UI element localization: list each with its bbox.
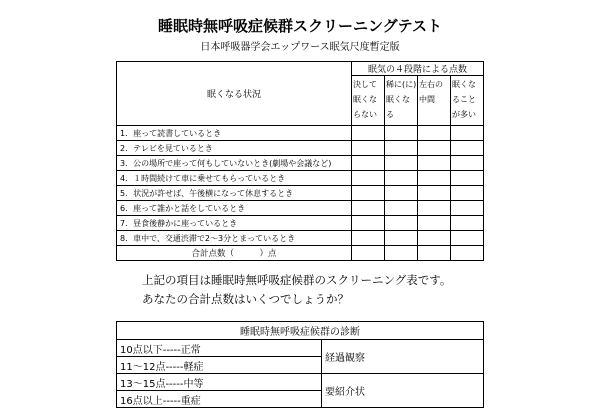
table-row bbox=[117, 231, 484, 246]
total-row bbox=[117, 246, 484, 261]
score-cell bbox=[385, 126, 418, 141]
score-cell bbox=[451, 141, 484, 156]
total-score-label: 合計点数（ ）点 bbox=[117, 246, 352, 261]
table-row bbox=[117, 156, 484, 171]
score-cell bbox=[385, 216, 418, 231]
description-line-1: 上記の項目は睡眠時無呼吸症候群のスクリーニング表です。 bbox=[142, 273, 452, 287]
situation-item: 1．座って読書しているとき bbox=[117, 126, 352, 141]
score-cell bbox=[352, 156, 385, 171]
score-cell bbox=[451, 156, 484, 171]
score-cell bbox=[385, 231, 418, 246]
score-range-normal: 10点以下-----正常 bbox=[117, 340, 322, 357]
score-column-middle: 左右の中間 bbox=[418, 76, 451, 126]
situation-item: 6．座って誰かと話をしているとき bbox=[117, 201, 352, 216]
total-cell bbox=[352, 246, 385, 261]
action-referral: 要紹介状 bbox=[322, 374, 484, 408]
score-cell bbox=[385, 171, 418, 186]
diagnosis-row bbox=[117, 374, 484, 391]
table-row bbox=[117, 171, 484, 186]
total-cell bbox=[451, 246, 484, 261]
situation-item: 8．車中で、交通渋滞で2～3分とまっているとき bbox=[117, 231, 352, 246]
score-column-rarely: 稀に(に)眠くなる bbox=[385, 76, 418, 126]
score-group-header: 眠気の４段階による点数 bbox=[352, 62, 484, 76]
score-cell bbox=[451, 171, 484, 186]
score-cell bbox=[352, 231, 385, 246]
situation-item: 2．テレビを見ているとき bbox=[117, 141, 352, 156]
score-cell bbox=[418, 171, 451, 186]
description-line-2: あなたの合計点数はいくつでしょうか？ bbox=[142, 292, 349, 306]
page-title: 睡眠時無呼吸症候群スクリーニングテスト bbox=[157, 17, 443, 35]
epworth-table bbox=[116, 61, 484, 261]
score-cell bbox=[385, 141, 418, 156]
situation-item: 4．１時間続けて車に乗せてもらっているとき bbox=[117, 171, 352, 186]
page-subtitle: 日本呼吸器学会エップワース眠気尺度暫定版 bbox=[200, 42, 400, 53]
total-cell bbox=[418, 246, 451, 261]
action-observation: 経過観察 bbox=[322, 340, 484, 374]
table-row bbox=[117, 141, 484, 156]
score-cell bbox=[352, 126, 385, 141]
score-cell bbox=[352, 201, 385, 216]
score-cell bbox=[385, 201, 418, 216]
score-range-severe: 16点以上-----重症 bbox=[117, 391, 322, 408]
score-cell bbox=[451, 186, 484, 201]
score-cell bbox=[385, 186, 418, 201]
table-row bbox=[117, 216, 484, 231]
situation-item: 5．状況が許せば、午後横になって休息するとき bbox=[117, 186, 352, 201]
score-cell bbox=[451, 216, 484, 231]
score-cell bbox=[418, 156, 451, 171]
score-cell bbox=[352, 186, 385, 201]
score-cell bbox=[418, 141, 451, 156]
score-cell bbox=[352, 141, 385, 156]
diagnosis-table bbox=[116, 321, 484, 408]
score-cell bbox=[418, 126, 451, 141]
situation-item: 3．公の場所で座って何もしていないとき(劇場や会議など) bbox=[117, 156, 352, 171]
score-column-never: 決して眠くならない bbox=[352, 76, 385, 126]
score-column-often: 眠くなることが多い bbox=[451, 76, 484, 126]
score-cell bbox=[352, 216, 385, 231]
score-cell bbox=[418, 231, 451, 246]
diagnosis-row bbox=[117, 340, 484, 357]
table-row bbox=[117, 186, 484, 201]
total-cell bbox=[385, 246, 418, 261]
score-cell bbox=[352, 171, 385, 186]
score-cell bbox=[418, 201, 451, 216]
score-cell bbox=[385, 156, 418, 171]
score-cell bbox=[451, 126, 484, 141]
table-row bbox=[117, 126, 484, 141]
diagnosis-title: 睡眠時無呼吸症候群の診断 bbox=[117, 322, 484, 340]
score-range-moderate: 13～15点-----中等 bbox=[117, 374, 322, 391]
situation-item: 7．昼食後静かに座っているとき bbox=[117, 216, 352, 231]
situation-header: 眠くなる状況 bbox=[117, 62, 352, 126]
score-cell bbox=[451, 231, 484, 246]
score-cell bbox=[451, 201, 484, 216]
score-range-mild: 11～12点-----軽症 bbox=[117, 357, 322, 374]
table-row bbox=[117, 201, 484, 216]
score-cell bbox=[418, 186, 451, 201]
score-cell bbox=[418, 216, 451, 231]
